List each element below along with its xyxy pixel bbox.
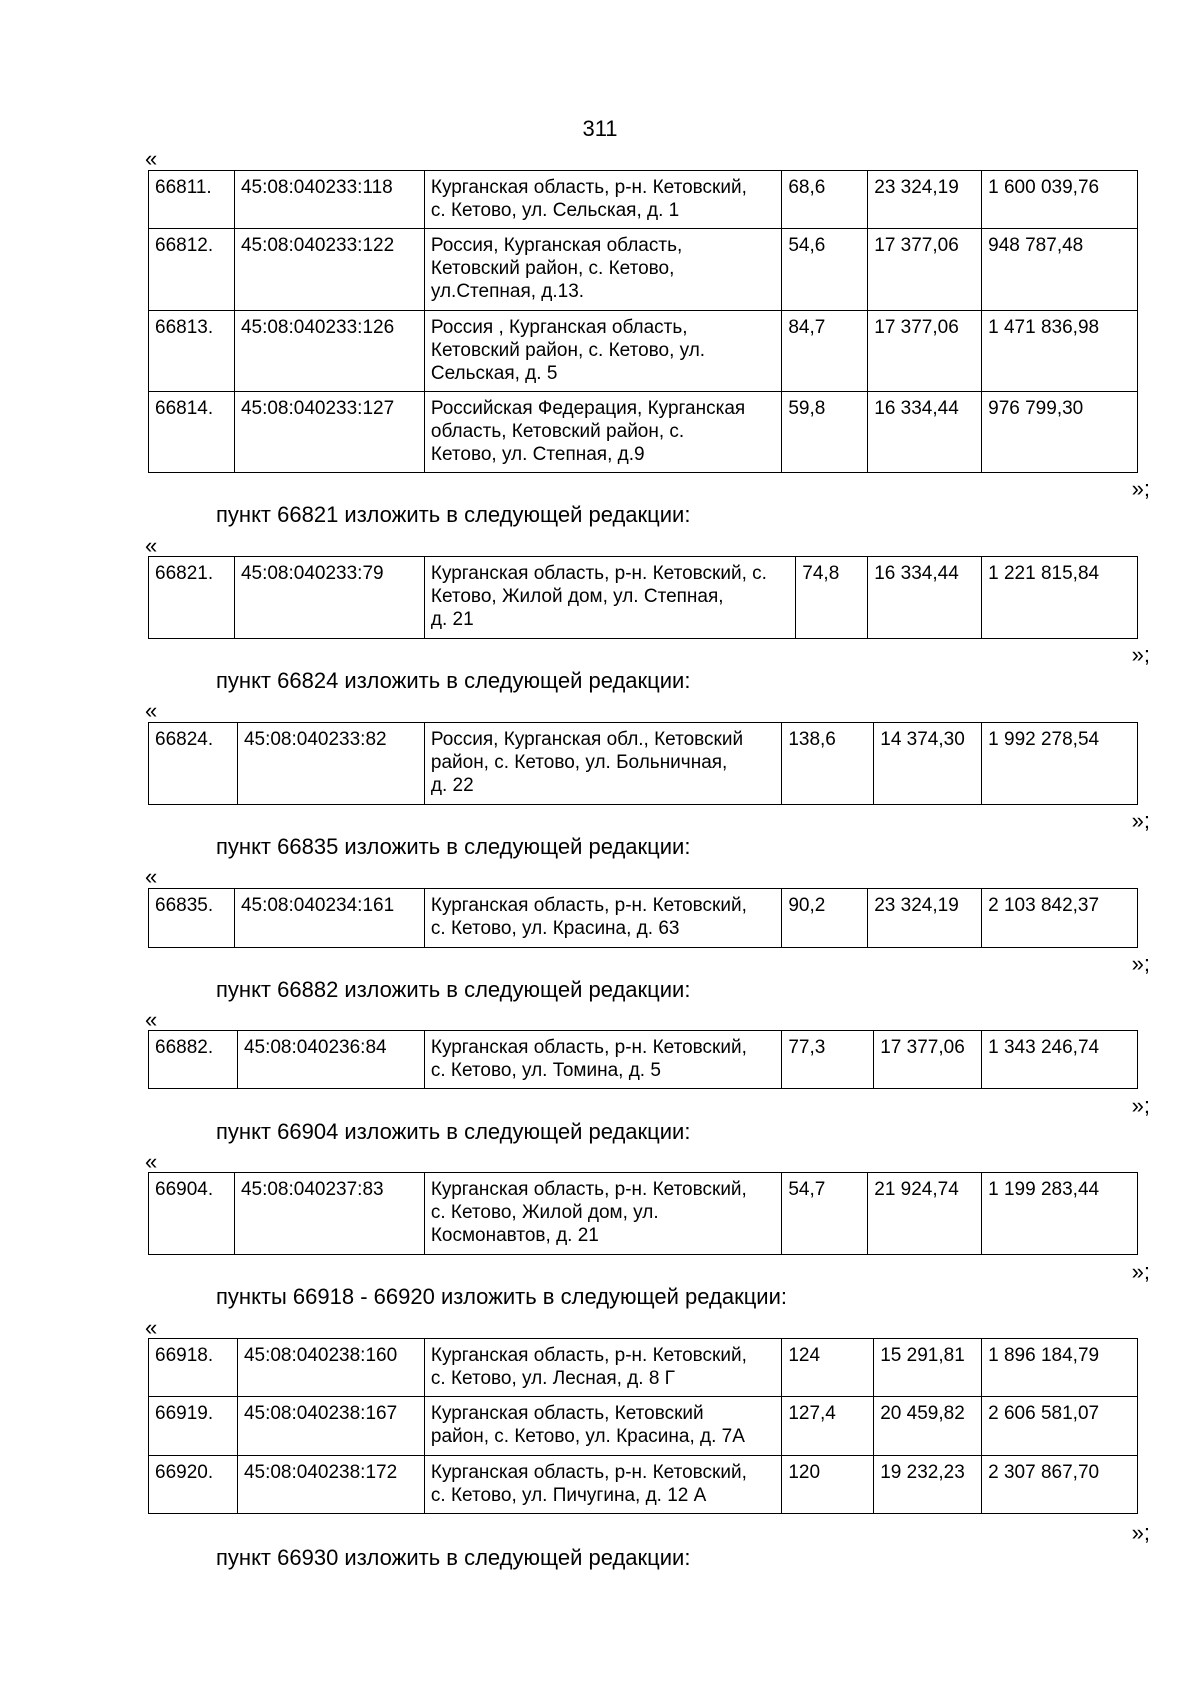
- open-quote: «: [145, 1149, 158, 1174]
- cadastral-value: 1 992 278,54: [982, 723, 1138, 805]
- table-row: [149, 229, 1138, 311]
- area: 74,8: [796, 557, 868, 639]
- table-row: [149, 1173, 1138, 1255]
- specific-value: 16 334,44: [868, 557, 982, 639]
- amendment-intro: пункты 66918 - 66920 изложить в следующей редакции:: [216, 1284, 788, 1309]
- registry-table: [148, 888, 1138, 948]
- address: Курганская область, р-н. Кетовский, с. Кетово, ул. Пичугина, д. 12 А: [424, 1456, 781, 1514]
- table-row: [149, 171, 1138, 229]
- close-quote: »;: [1131, 1093, 1150, 1118]
- table-row: [149, 889, 1138, 948]
- row-number: 66835.: [149, 889, 235, 948]
- specific-value: 15 291,81: [874, 1339, 982, 1397]
- row-number: 66812.: [149, 229, 235, 311]
- address: Россия, Курганская область, Кетовский район, с. Кетово, ул.Степная, д.13.: [424, 229, 781, 311]
- area: 59,8: [782, 392, 868, 473]
- open-quote: «: [145, 698, 158, 723]
- specific-value: 23 324,19: [868, 889, 982, 948]
- row-number: 66821.: [149, 557, 235, 639]
- close-quote: »;: [1131, 476, 1150, 501]
- cadastral-number: 45:08:040238:172: [237, 1456, 424, 1514]
- address: Курганская область, Кетовский район, с. Кетово, ул. Красина, д. 7А: [424, 1397, 781, 1456]
- cadastral-value: 1 221 815,84: [982, 557, 1138, 639]
- cadastral-number: 45:08:040233:82: [237, 723, 424, 805]
- open-quote: «: [145, 1315, 158, 1340]
- close-quote: »;: [1131, 642, 1150, 667]
- specific-value: 19 232,23: [874, 1456, 982, 1514]
- amendment-intro: пункт 66821 изложить в следующей редакции:: [216, 502, 691, 527]
- cadastral-value: 1 471 836,98: [982, 311, 1138, 392]
- cadastral-number: 45:08:040238:160: [237, 1339, 424, 1397]
- specific-value: 17 377,06: [874, 1031, 982, 1089]
- table-row: [149, 392, 1138, 473]
- registry-table: [148, 170, 1138, 473]
- row-number: 66824.: [149, 723, 238, 805]
- cadastral-number: 45:08:040237:83: [234, 1173, 424, 1255]
- address: Курганская область, р-н. Кетовский, с. Кетово, ул. Лесная, д. 8 Г: [424, 1339, 781, 1397]
- cadastral-value: 1 600 039,76: [982, 171, 1138, 229]
- cadastral-value: 1 199 283,44: [982, 1173, 1138, 1255]
- cadastral-value: 976 799,30: [982, 392, 1138, 473]
- area: 84,7: [782, 311, 868, 392]
- address: Курганская область, р-н. Кетовский, с. Кетово, ул. Красина, д. 63: [424, 889, 781, 948]
- table-row: [149, 1397, 1138, 1456]
- area: 120: [782, 1456, 874, 1514]
- specific-value: 17 377,06: [868, 311, 982, 392]
- amendment-intro: пункт 66904 изложить в следующей редакции:: [216, 1119, 691, 1144]
- address: Россия, Курганская обл., Кетовский район, с. Кетово, ул. Больничная, д. 22: [424, 723, 781, 805]
- table-row: [149, 1031, 1138, 1089]
- registry-table: [148, 722, 1138, 805]
- area: 138,6: [782, 723, 874, 805]
- specific-value: 20 459,82: [874, 1397, 982, 1456]
- amendment-intro: пункт 66824 изложить в следующей редакции:: [216, 668, 691, 693]
- address: Российская Федерация, Курганская область, Кетовский район, с. Кетово, ул. Степная, д.9: [424, 392, 781, 473]
- address: Курганская область, р-н. Кетовский, с. Кетово, Жилой дом, ул. Степная, д. 21: [424, 557, 795, 639]
- close-quote: »;: [1131, 951, 1150, 976]
- cadastral-number: 45:08:040233:79: [234, 557, 424, 639]
- open-quote: «: [145, 533, 158, 558]
- open-quote: «: [145, 146, 158, 171]
- cadastral-number: 45:08:040233:118: [234, 171, 424, 229]
- table-row: [149, 311, 1138, 392]
- close-quote: »;: [1131, 1520, 1150, 1545]
- registry-table: [148, 1030, 1138, 1089]
- cadastral-number: 45:08:040233:126: [234, 311, 424, 392]
- address: Курганская область, р-н. Кетовский, с. Кетово, Жилой дом, ул. Космонавтов, д. 21: [424, 1173, 781, 1255]
- area: 54,6: [782, 229, 868, 311]
- address: Курганская область, р-н. Кетовский, с. Кетово, ул. Томина, д. 5: [424, 1031, 781, 1089]
- row-number: 66882.: [149, 1031, 238, 1089]
- open-quote: «: [145, 864, 158, 889]
- row-number: 66811.: [149, 171, 235, 229]
- address: Курганская область, р-н. Кетовский, с. Кетово, ул. Сельская, д. 1: [424, 171, 781, 229]
- row-number: 66904.: [149, 1173, 235, 1255]
- area: 124: [782, 1339, 874, 1397]
- specific-value: 16 334,44: [868, 392, 982, 473]
- area: 127,4: [782, 1397, 874, 1456]
- area: 90,2: [782, 889, 868, 948]
- row-number: 66814.: [149, 392, 235, 473]
- area: 77,3: [782, 1031, 874, 1089]
- registry-table: [148, 556, 1138, 639]
- row-number: 66918.: [149, 1339, 238, 1397]
- amendment-intro: пункт 66930 изложить в следующей редакции:: [216, 1545, 691, 1570]
- cadastral-value: 2 307 867,70: [982, 1456, 1138, 1514]
- amendment-intro: пункт 66835 изложить в следующей редакции:: [216, 834, 691, 859]
- table-row: [149, 1339, 1138, 1397]
- area: 54,7: [782, 1173, 868, 1255]
- cadastral-number: 45:08:040238:167: [237, 1397, 424, 1456]
- open-quote: «: [145, 1007, 158, 1032]
- amendment-intro: пункт 66882 изложить в следующей редакции:: [216, 977, 691, 1002]
- cadastral-number: 45:08:040233:127: [234, 392, 424, 473]
- page-number: 311: [582, 116, 618, 141]
- cadastral-number: 45:08:040234:161: [234, 889, 424, 948]
- row-number: 66813.: [149, 311, 235, 392]
- cadastral-value: 2 606 581,07: [982, 1397, 1138, 1456]
- specific-value: 21 924,74: [868, 1173, 982, 1255]
- cadastral-number: 45:08:040236:84: [237, 1031, 424, 1089]
- address: Россия , Курганская область, Кетовский район, с. Кетово, ул. Сельская, д. 5: [424, 311, 781, 392]
- specific-value: 23 324,19: [868, 171, 982, 229]
- close-quote: »;: [1131, 808, 1150, 833]
- row-number: 66919.: [149, 1397, 238, 1456]
- cadastral-value: 1 343 246,74: [982, 1031, 1138, 1089]
- row-number: 66920.: [149, 1456, 238, 1514]
- table-row: [149, 1456, 1138, 1514]
- cadastral-number: 45:08:040233:122: [234, 229, 424, 311]
- cadastral-value: 2 103 842,37: [982, 889, 1138, 948]
- area: 68,6: [782, 171, 868, 229]
- specific-value: 14 374,30: [874, 723, 982, 805]
- registry-table: [148, 1338, 1138, 1514]
- close-quote: »;: [1131, 1259, 1150, 1284]
- table-row: [149, 723, 1138, 805]
- cadastral-value: 948 787,48: [982, 229, 1138, 311]
- registry-table: [148, 1172, 1138, 1255]
- table-row: [149, 557, 1138, 639]
- specific-value: 17 377,06: [868, 229, 982, 311]
- cadastral-value: 1 896 184,79: [982, 1339, 1138, 1397]
